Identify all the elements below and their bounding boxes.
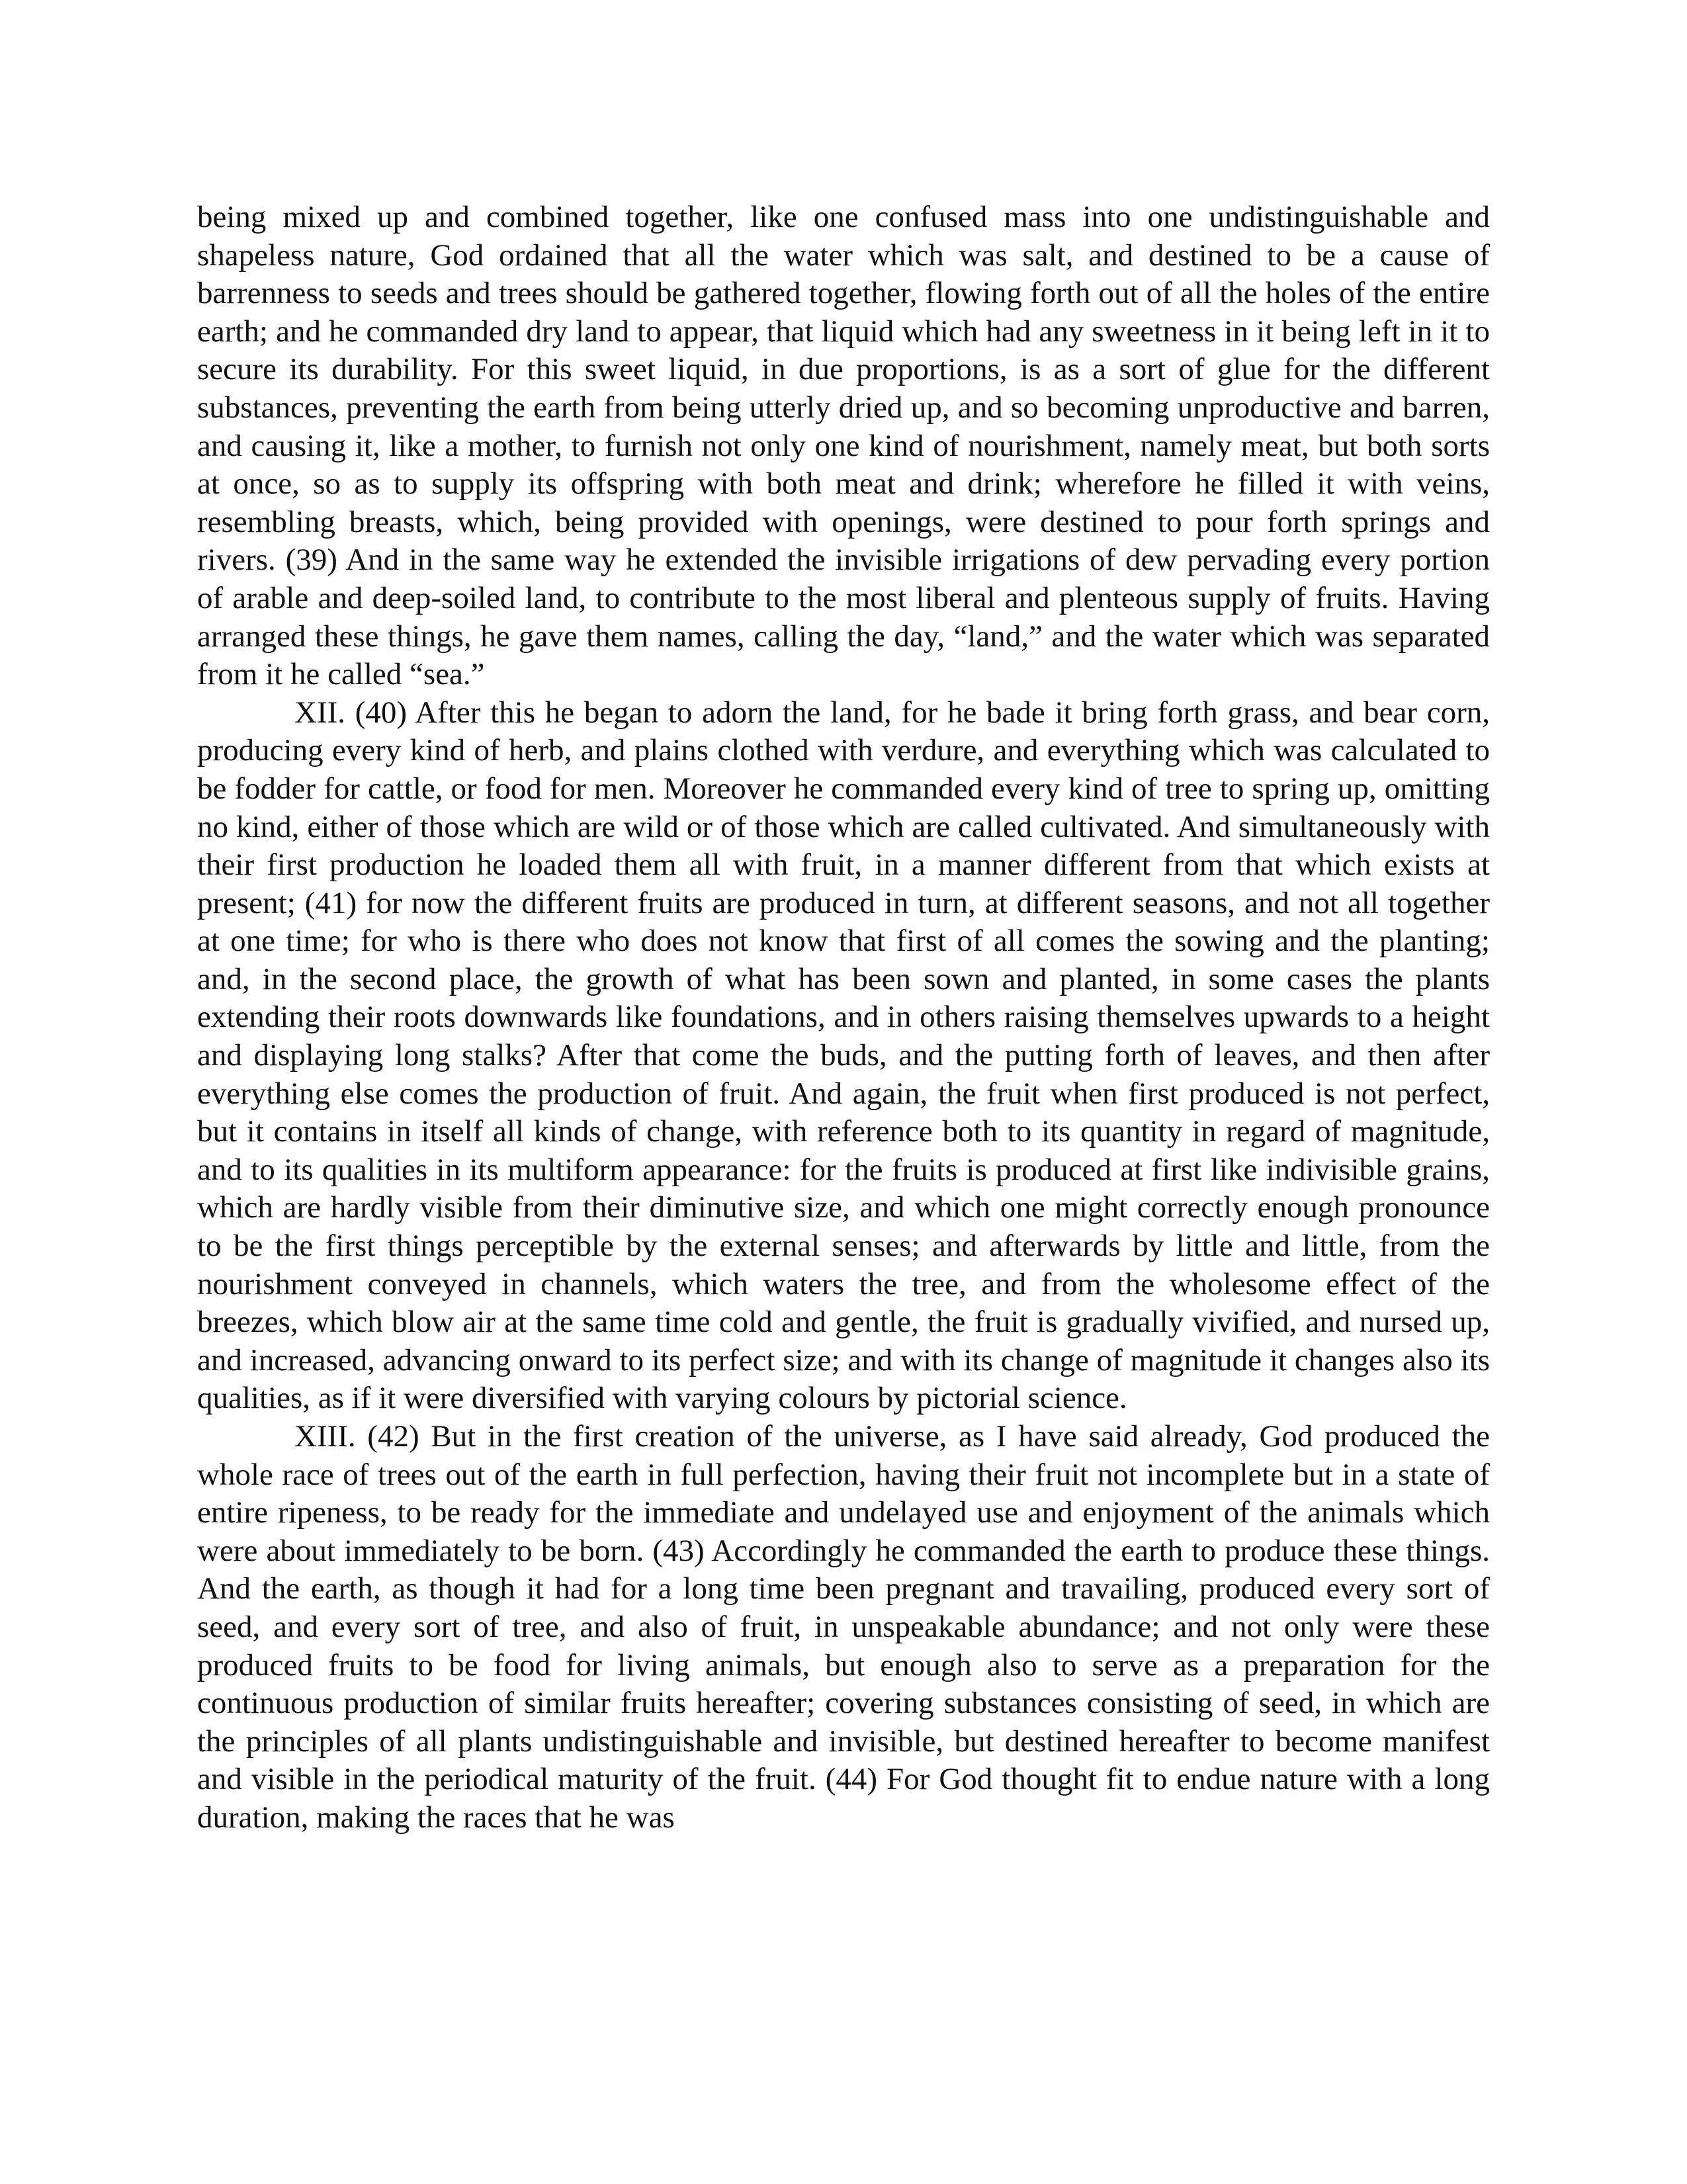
paragraph-section-xii: XII. (40) After this he began to adorn the land, for he bade it bring forth grass, and bear corn, producing every kind of herb, and plains clothed with verdure, and everything which was calculated to be fodder for cattle, or food for men. Moreover he commanded every kind of tree to spring up, omitting no kind, either of those which are wild or of those which are called cultivated. And simultaneously with their first production he loaded them all with fruit, in a manner different from that which exists at present; (41) for now the different fruits are produced in turn, at different seasons, and not all together at one time; for who is there who does not know that first of all comes the sowing and the planting; and, in the second place, the growth of what has been sown and planted, in some cases the plants extending their roots downwards like foundations, and in others raising themselves upwards to a height and displaying long stalks? After that come the buds, and the putting forth of leaves, and then after everything else comes the production of fruit. And again, the fruit when first produced is not perfect, but it contains in itself all kinds of change, with reference both to its quantity in regard of magnitude, and to its qualities in its multiform appearance: for the fruits is produced at first like indivisible grains, which are hardly visible from their diminutive size, and which one might correctly enough pronounce to be the first things perceptible by the external senses; and afterwards by little and little, from the nourishment conveyed in channels, which waters the tree, and from the wholesome effect of the breezes, which blow air at the same time cold and gentle, the fruit is gradually vivified, and nursed up, and increased, advancing onward to its perfect size; and with its change of magnitude it changes also its qualities, as if it were diversified with varying colours by pictorial science. bbox=[197, 695, 1490, 1416]
document-page bbox=[197, 198, 1490, 1837]
paragraph-section-xiii: XIII. (42) But in the first creation of the universe, as I have said already, God produced the whole race of trees out of the earth in full perfection, having their fruit not incomplete but in a state of entire ripeness, to be ready for the immediate and undelayed use and enjoyment of the animals which were about immediately to be born. (43) Accordingly he commanded the earth to produce these things. And the earth, as though it had for a long time been pregnant and travailing, produced every sort of seed, and every sort of tree, and also of fruit, in unspeakable abundance; and not only were these produced fruits to be food for living animals, but enough also to serve as a preparation for the continuous production of similar fruits hereafter; covering substances consisting of seed, in which are the principles of all plants undistinguishable and invisible, but destined hereafter to become manifest and visible in the periodical maturity of the fruit. (44) For God thought fit to endue nature with a long duration, making the races that he was bbox=[197, 1419, 1490, 1835]
paragraph-continuation: being mixed up and combined together, like one confused mass into one undistinguishable and shapeless nature, God ordained that all the water which was salt, and destined to be a cause of barrenness to seeds and trees should be gathered together, flowing forth out of all the holes of the entire earth; and he commanded dry land to appear, that liquid which had any sweetness in it being left in it to secure its durability. For this sweet liquid, in due proportions, is as a sort of glue for the different substances, preventing the earth from being utterly dried up, and so becoming unproductive and barren, and causing it, like a mother, to furnish not only one kind of nourishment, namely meat, but both sorts at once, so as to supply its offspring with both meat and drink; wherefore he filled it with veins, resembling breasts, which, being provided with openings, were destined to pour forth springs and rivers. (39) And in the same way he extended the invisible irrigations of dew pervading every portion of arable and deep-soiled land, to contribute to the most liberal and plenteous supply of fruits. Having arranged these things, he gave them names, calling the day, “land,” and the water which was separated from it he called “sea.” bbox=[197, 200, 1490, 692]
